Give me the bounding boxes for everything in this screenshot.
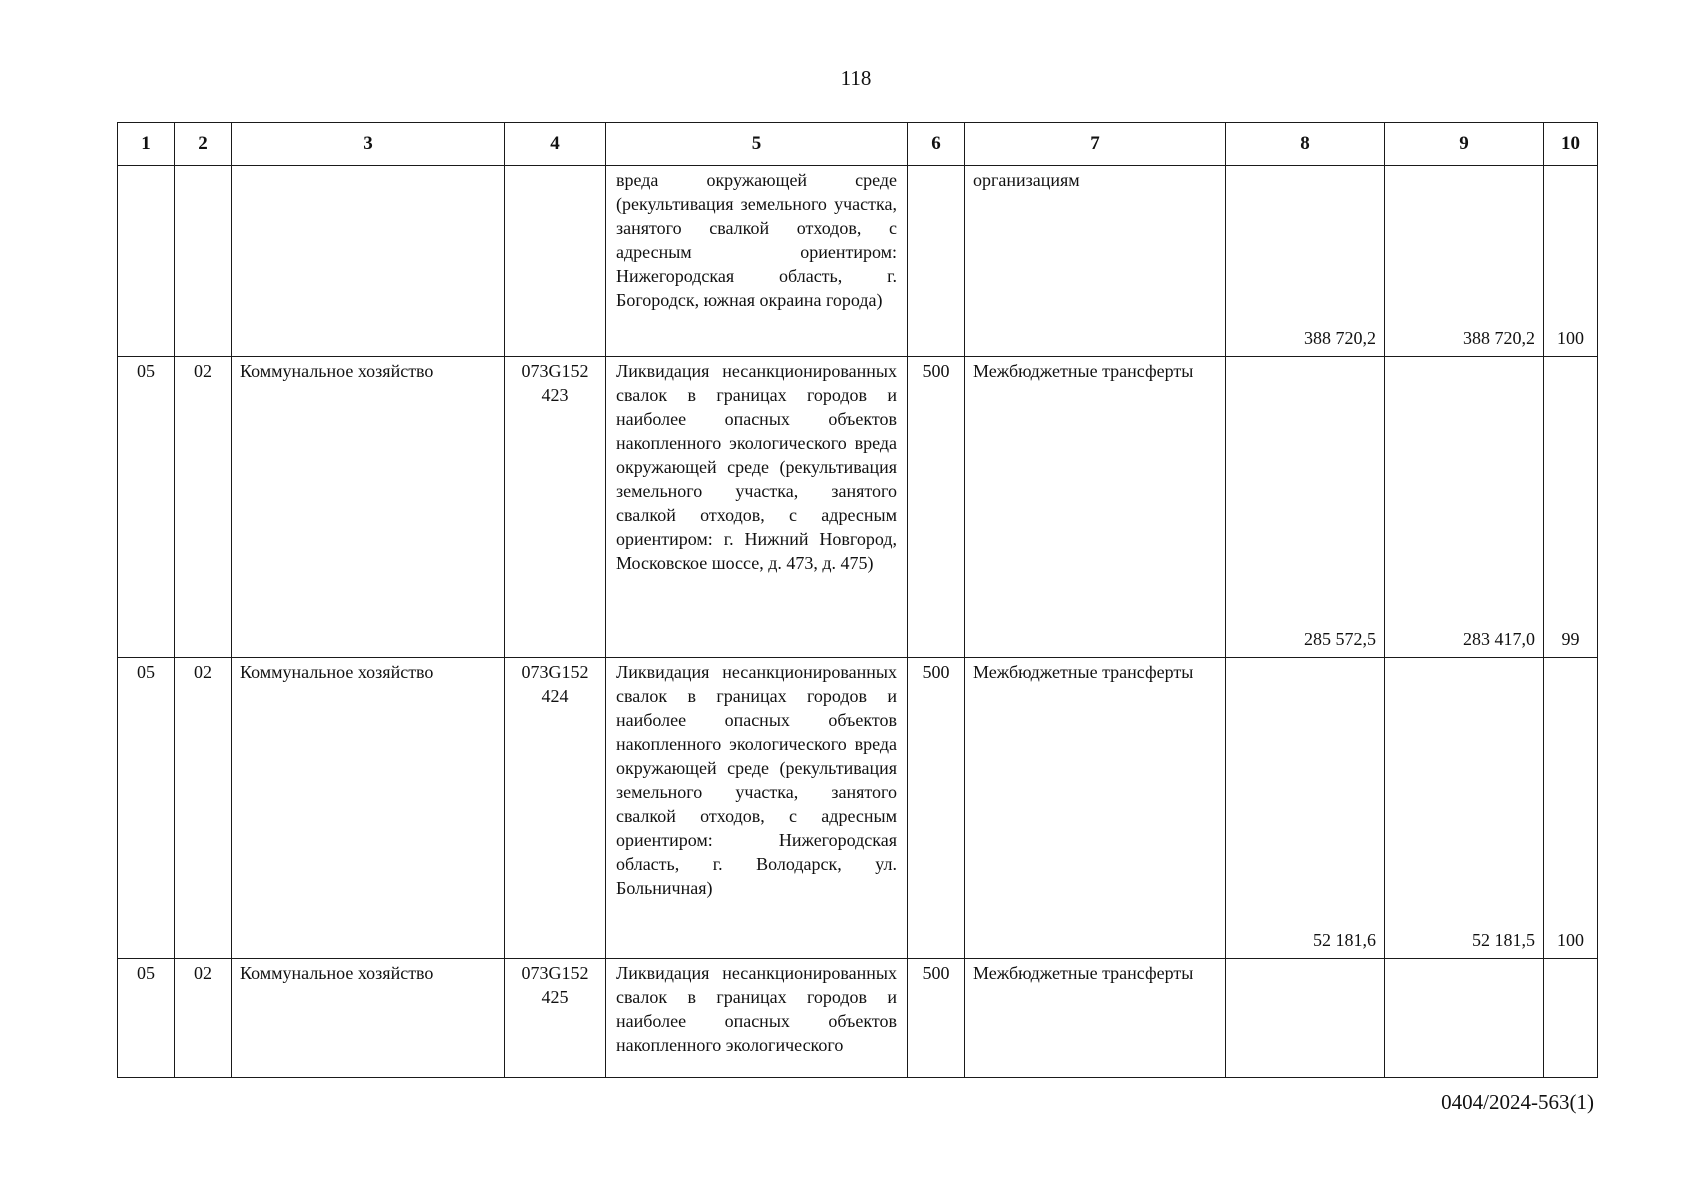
target-item-code-cell: 073G152 423 — [505, 357, 606, 658]
target-item-code-cell — [505, 166, 606, 357]
percent-cell: 100 — [1544, 658, 1598, 959]
subsection-name-cell: Коммунальное хозяйство — [232, 959, 505, 1078]
description-cell: Ликвидация несанкционированных свалок в границах городов и наиболее опасных объектов накопленного экологического вреда окружающей среде (рекультивация земельного участка, занятого свалкой отходов, с адресным ориентиром: г. Нижний Новгород, Московское шоссе, д. 473, д. 475) — [606, 357, 908, 658]
expense-type-code-cell: 500 — [908, 357, 965, 658]
expense-type-name-cell: Межбюджетные трансферты — [965, 357, 1226, 658]
column-header: 1 — [118, 123, 175, 166]
subsection-code-cell: 02 — [175, 357, 232, 658]
section-code-cell: 05 — [118, 658, 175, 959]
page-number: 118 — [840, 66, 872, 90]
planned-amount-cell — [1226, 959, 1385, 1078]
column-header: 4 — [505, 123, 606, 166]
column-header: 10 — [1544, 123, 1598, 166]
actual-amount-cell: 388 720,2 — [1385, 166, 1544, 357]
subsection-code-cell: 02 — [175, 959, 232, 1078]
column-header: 3 — [232, 123, 505, 166]
target-item-code-cell: 073G152 424 — [505, 658, 606, 959]
column-header: 9 — [1385, 123, 1544, 166]
expense-type-name-cell: Межбюджетные трансферты — [965, 959, 1226, 1078]
subsection-code-cell — [175, 166, 232, 357]
column-header: 2 — [175, 123, 232, 166]
subsection-name-cell: Коммунальное хозяйство — [232, 357, 505, 658]
percent-cell: 99 — [1544, 357, 1598, 658]
budget-table — [117, 122, 1598, 1078]
actual-amount-cell: 283 417,0 — [1385, 357, 1544, 658]
expense-type-code-cell — [908, 166, 965, 357]
table-row — [118, 166, 1598, 357]
table-header-row — [118, 123, 1598, 166]
description-cell: Ликвидация несанкционированных свалок в границах городов и наиболее опасных объектов накопленного экологического — [606, 959, 908, 1078]
description-cell: Ликвидация несанкционированных свалок в границах городов и наиболее опасных объектов накопленного экологического вреда окружающей среде (рекультивация земельного участка, занятого свалкой отходов, с адресным ориентиром: Нижегородская область, г. Володарск, ул. Больничная) — [606, 658, 908, 959]
column-header: 8 — [1226, 123, 1385, 166]
actual-amount-cell: 52 181,5 — [1385, 658, 1544, 959]
expense-type-code-cell: 500 — [908, 658, 965, 959]
actual-amount-cell — [1385, 959, 1544, 1078]
column-header: 5 — [606, 123, 908, 166]
percent-cell: 100 — [1544, 166, 1598, 357]
table-row — [118, 357, 1598, 658]
column-header: 7 — [965, 123, 1226, 166]
section-code-cell: 05 — [118, 959, 175, 1078]
expense-type-code-cell: 500 — [908, 959, 965, 1078]
subsection-name-cell: Коммунальное хозяйство — [232, 658, 505, 959]
column-header: 6 — [908, 123, 965, 166]
target-item-code-cell: 073G152 425 — [505, 959, 606, 1078]
subsection-code-cell: 02 — [175, 658, 232, 959]
subsection-name-cell — [232, 166, 505, 357]
section-code-cell: 05 — [118, 357, 175, 658]
planned-amount-cell: 388 720,2 — [1226, 166, 1385, 357]
planned-amount-cell: 52 181,6 — [1226, 658, 1385, 959]
description-cell: вреда окружающей среде (рекультивация земельного участка, занятого свалкой отходов, с адресным ориентиром: Нижегородская область, г. Богородск, южная окраина города) — [606, 166, 908, 357]
section-code-cell — [118, 166, 175, 357]
expense-type-name-cell: организациям — [965, 166, 1226, 357]
percent-cell — [1544, 959, 1598, 1078]
planned-amount-cell: 285 572,5 — [1226, 357, 1385, 658]
expense-type-name-cell: Межбюджетные трансферты — [965, 658, 1226, 959]
document-code: 0404/2024-563(1) — [1441, 1090, 1594, 1114]
table-row — [118, 658, 1598, 959]
table-row — [118, 959, 1598, 1078]
